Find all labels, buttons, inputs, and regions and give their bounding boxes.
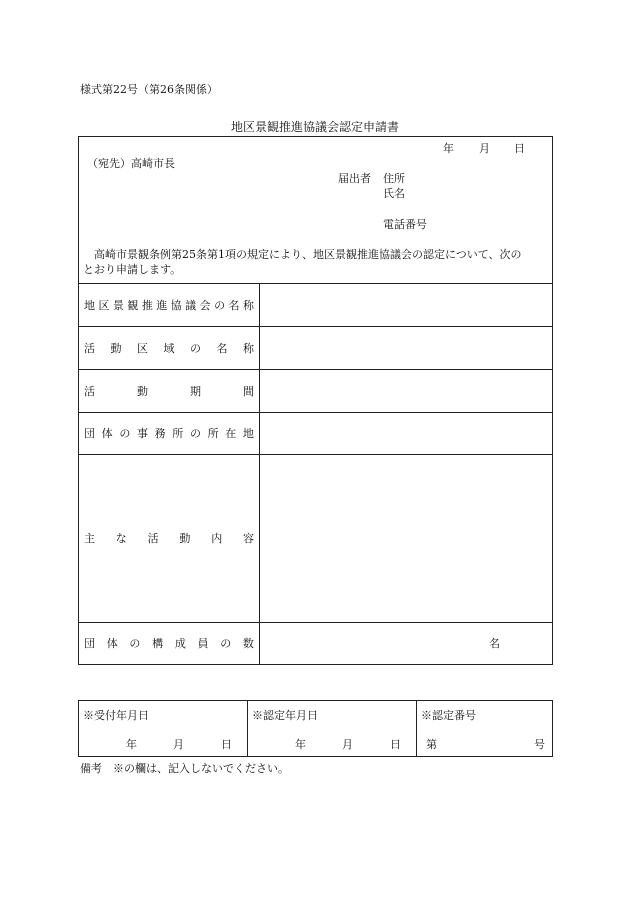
label-main-activities: 主 な 活 動 内 容 bbox=[84, 532, 254, 545]
certified-day: 日 bbox=[390, 738, 401, 751]
activity-period-field[interactable] bbox=[261, 371, 551, 411]
row-divider bbox=[78, 622, 553, 623]
label-office-location: 団 体 の 事 務 所 の 所 在 地 bbox=[84, 427, 254, 440]
note: 備考 ※の欄は、記入しないでください。 bbox=[80, 762, 289, 775]
member-count-unit: 名 bbox=[489, 637, 500, 650]
label-column-divider bbox=[259, 283, 260, 665]
received-year: 年 bbox=[126, 738, 137, 751]
form-number: 様式第22号（第26条関係） bbox=[80, 83, 218, 96]
addressee: （宛先）高崎市長 bbox=[87, 157, 175, 170]
row-divider bbox=[78, 326, 553, 327]
applicant-label: 届出者 bbox=[338, 172, 371, 185]
phone-label: 電話番号 bbox=[383, 218, 427, 231]
certified-date-label: ※認定年月日 bbox=[252, 709, 318, 722]
received-day: 日 bbox=[221, 738, 232, 751]
name-label: 氏名 bbox=[383, 187, 405, 200]
certified-year: 年 bbox=[295, 738, 306, 751]
cert-number-label: ※認定番号 bbox=[421, 709, 476, 722]
certified-month: 月 bbox=[342, 738, 353, 751]
cert-number-go: 号 bbox=[534, 738, 545, 751]
address-label: 住所 bbox=[383, 172, 405, 185]
label-member-count: 団 体 の 構 成 員 の 数 bbox=[84, 637, 254, 650]
label-area-name: 活 動 区 域 の 名 称 bbox=[84, 342, 254, 355]
date-month: 月 bbox=[479, 142, 490, 155]
main-activities-field[interactable] bbox=[261, 456, 551, 621]
row-divider bbox=[78, 454, 553, 455]
page-title: 地区景観推進協議会認定申請書 bbox=[230, 120, 399, 134]
date-year: 年 bbox=[443, 142, 454, 155]
cert-number-dai: 第 bbox=[426, 738, 437, 751]
area-name-field[interactable] bbox=[261, 328, 551, 368]
received-date-label: ※受付年月日 bbox=[83, 709, 149, 722]
row-divider bbox=[78, 412, 553, 413]
office-use-divider bbox=[416, 700, 417, 757]
council-name-field[interactable] bbox=[261, 285, 551, 325]
label-activity-period: 活 動 期 間 bbox=[84, 385, 254, 398]
received-month: 月 bbox=[173, 738, 184, 751]
office-location-field[interactable] bbox=[261, 414, 551, 453]
office-use-divider bbox=[247, 700, 248, 757]
statement-line-2: とおり申請します。 bbox=[83, 263, 182, 276]
row-divider bbox=[78, 283, 553, 284]
date-day: 日 bbox=[514, 142, 525, 155]
member-count-field[interactable] bbox=[261, 624, 551, 664]
row-divider bbox=[78, 369, 553, 370]
statement-line-1: 高崎市景観条例第25条第1項の規定により、地区景観推進協議会の認定について、次の bbox=[94, 248, 522, 261]
label-council-name: 地 区 景 観 推 進 協 議 会 の 名 称 bbox=[84, 299, 254, 312]
